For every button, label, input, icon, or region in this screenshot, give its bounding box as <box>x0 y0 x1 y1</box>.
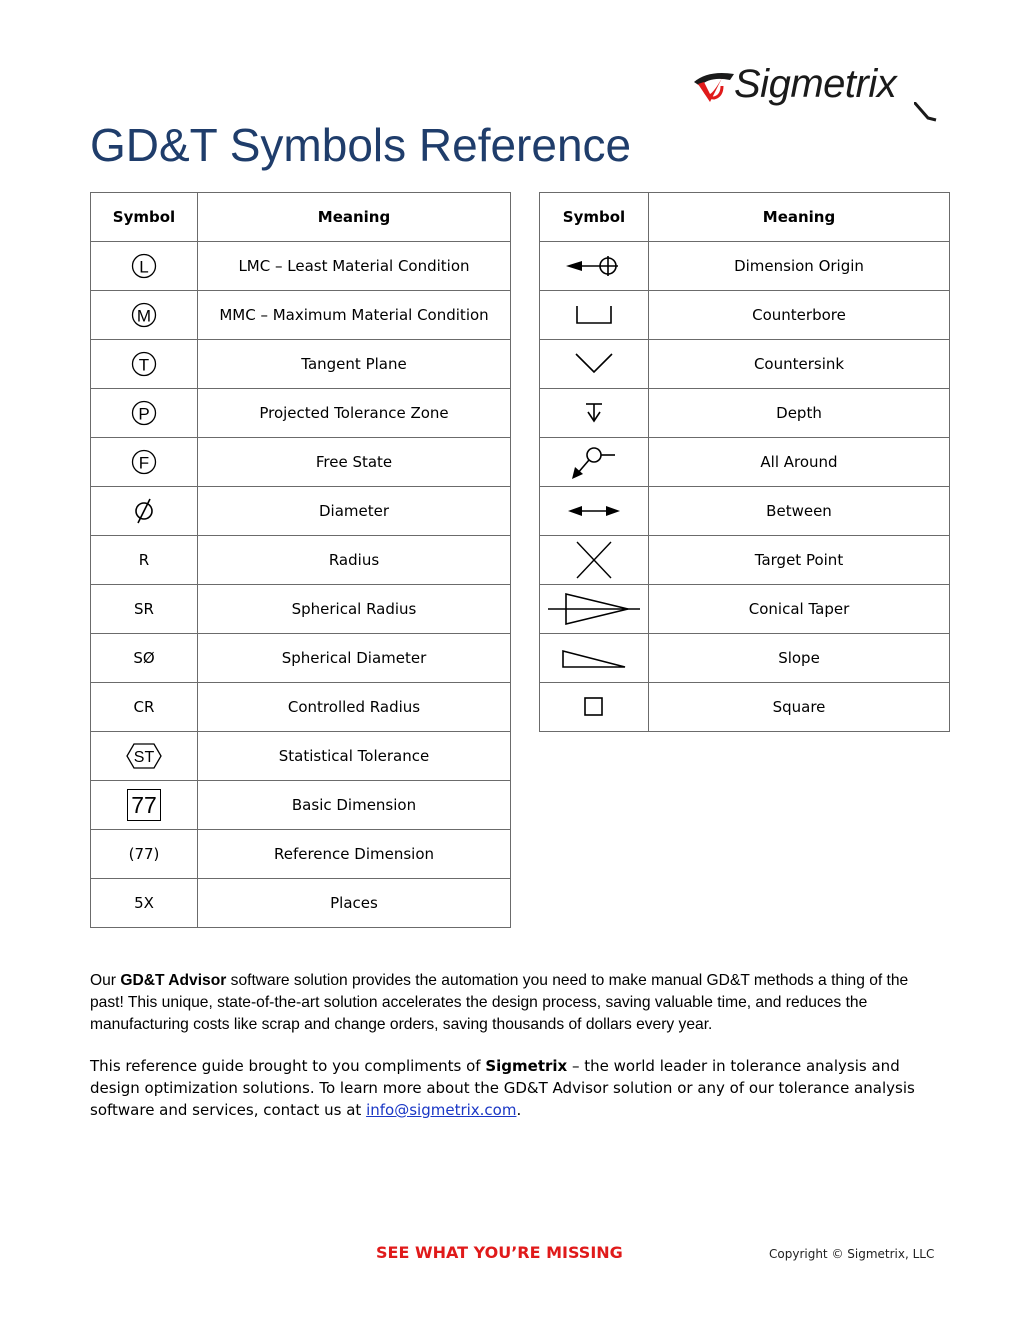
depth-icon <box>582 398 606 428</box>
conical-taper-icon <box>546 589 642 629</box>
meaning-cell: Radius <box>198 536 511 585</box>
table-row <box>91 438 511 487</box>
meaning-cell: Dimension Origin <box>649 242 950 291</box>
meaning-cell: Controlled Radius <box>198 683 511 732</box>
para1-bold: GD&T Advisor <box>120 972 227 989</box>
para2-bold: Sigmetrix <box>485 1057 568 1075</box>
symbol-cell <box>540 683 649 732</box>
symbol-cell <box>91 487 198 536</box>
symbols-table-right <box>539 192 950 732</box>
lmc-icon <box>129 251 159 281</box>
page-title: GD&T Symbols Reference <box>90 119 632 171</box>
table-row <box>540 634 950 683</box>
projected-tolerance-icon <box>129 398 159 428</box>
statistical-tolerance-icon <box>124 741 164 771</box>
logo-tail-icon <box>914 102 944 122</box>
meaning-cell: Free State <box>198 438 511 487</box>
meaning-cell: Counterbore <box>649 291 950 340</box>
spherical-radius-symbol: SR <box>91 585 198 634</box>
meaning-cell: MMC – Maximum Material Condition <box>198 291 511 340</box>
symbol-cell <box>91 438 198 487</box>
all-around-icon <box>569 444 619 480</box>
table-row <box>91 879 511 928</box>
meaning-cell: Countersink <box>649 340 950 389</box>
symbol-cell <box>91 389 198 438</box>
symbols-table-left <box>90 192 511 928</box>
para2-middle: – the world leader in tolerance analysis and design optimization solutions. To learn more about the GD&T Advisor solution or any of our tolerance analysis software and services, contact us at <box>90 1057 915 1119</box>
mmc-icon <box>129 300 159 330</box>
symbol-cell <box>540 291 649 340</box>
meaning-cell: Projected Tolerance Zone <box>198 389 511 438</box>
free-state-icon <box>129 447 159 477</box>
footer-tagline: SEE WHAT YOU’RE MISSING <box>376 1243 623 1262</box>
controlled-radius-symbol: CR <box>91 683 198 732</box>
meaning-cell: Reference Dimension <box>198 830 511 879</box>
svg-text:ST: ST <box>133 749 155 766</box>
table-row <box>540 585 950 634</box>
meaning-cell: Depth <box>649 389 950 438</box>
spherical-diameter-symbol: SØ <box>91 634 198 683</box>
svg-text:F: F <box>138 453 150 473</box>
symbol-cell <box>540 487 649 536</box>
svg-text:L: L <box>139 257 149 277</box>
table-row <box>91 634 511 683</box>
tangent-plane-icon <box>129 349 159 379</box>
table-row <box>540 291 950 340</box>
places-symbol: 5X <box>91 879 198 928</box>
table-row <box>540 683 950 732</box>
gdt-advisor-paragraph <box>90 970 940 1036</box>
between-icon <box>566 496 622 526</box>
meaning-cell: Slope <box>649 634 950 683</box>
sigmetrix-logo <box>692 58 942 124</box>
meaning-header: Meaning <box>198 193 511 242</box>
table-row <box>91 487 511 536</box>
symbol-cell <box>540 389 649 438</box>
meaning-cell: All Around <box>649 438 950 487</box>
email-link[interactable]: info@sigmetrix.com <box>366 1101 517 1119</box>
symbol-cell <box>540 340 649 389</box>
meaning-cell: Conical Taper <box>649 585 950 634</box>
meaning-cell: Basic Dimension <box>198 781 511 830</box>
meaning-cell: Diameter <box>198 487 511 536</box>
diameter-icon <box>129 496 159 526</box>
sigmetrix-swoosh-icon <box>692 68 736 108</box>
table-row <box>91 732 511 781</box>
meaning-header: Meaning <box>649 193 950 242</box>
counterbore-icon <box>574 300 614 330</box>
table-row <box>91 242 511 291</box>
table-row <box>91 585 511 634</box>
para2-prefix: This reference guide brought to you compliments of <box>90 1057 486 1075</box>
symbol-cell <box>540 634 649 683</box>
meaning-cell: Square <box>649 683 950 732</box>
meaning-cell: Statistical Tolerance <box>198 732 511 781</box>
table-row <box>91 536 511 585</box>
contact-paragraph <box>90 1055 940 1121</box>
table-row <box>91 830 511 879</box>
symbol-cell <box>91 732 198 781</box>
table-row <box>91 683 511 732</box>
square-icon <box>583 696 605 718</box>
table-row <box>91 291 511 340</box>
meaning-cell: Spherical Diameter <box>198 634 511 683</box>
symbol-cell <box>540 585 649 634</box>
footer-copyright: Copyright © Sigmetrix, LLC <box>769 1247 935 1261</box>
radius-symbol: R <box>91 536 198 585</box>
para2-suffix: . <box>516 1101 522 1119</box>
table-row <box>540 438 950 487</box>
symbol-header: Symbol <box>540 193 649 242</box>
reference-dimension-symbol: (77) <box>91 830 198 879</box>
symbol-cell <box>91 781 198 830</box>
table-row <box>91 781 511 830</box>
table-row <box>540 536 950 585</box>
dimension-origin-icon <box>564 251 624 281</box>
symbol-cell <box>540 438 649 487</box>
table-row <box>91 340 511 389</box>
symbol-cell <box>91 242 198 291</box>
table-row <box>540 487 950 536</box>
svg-text:P: P <box>138 404 150 424</box>
table-row <box>540 340 950 389</box>
para1-suffix: software solution provides the automation you need to make manual GD&T methods a thing of the past! This unique, state-of-the-art solution accelerates the design process, saving valuable time, and reduces the manufacturing costs like scrap and change orders, saving thousands of dollars every year. <box>90 972 909 1033</box>
symbol-cell <box>91 291 198 340</box>
table-row <box>91 389 511 438</box>
symbol-cell <box>540 242 649 291</box>
countersink-icon <box>574 349 614 379</box>
meaning-cell: Places <box>198 879 511 928</box>
meaning-cell: LMC – Least Material Condition <box>198 242 511 291</box>
symbol-cell <box>91 340 198 389</box>
slope-icon <box>559 643 629 673</box>
table-header-row <box>540 193 950 242</box>
table-row <box>540 242 950 291</box>
table-row <box>540 389 950 438</box>
svg-text:T: T <box>138 355 150 375</box>
svg-text:M: M <box>136 306 152 326</box>
logo-wordmark: Sigmetrix <box>734 62 897 106</box>
symbol-cell <box>540 536 649 585</box>
meaning-cell: Tangent Plane <box>198 340 511 389</box>
basic-dimension-icon: 77 <box>127 789 161 821</box>
symbol-header: Symbol <box>91 193 198 242</box>
table-header-row <box>91 193 511 242</box>
meaning-cell: Between <box>649 487 950 536</box>
meaning-cell: Spherical Radius <box>198 585 511 634</box>
target-point-icon <box>574 540 614 580</box>
meaning-cell: Target Point <box>649 536 950 585</box>
para1-prefix: Our <box>90 972 121 989</box>
